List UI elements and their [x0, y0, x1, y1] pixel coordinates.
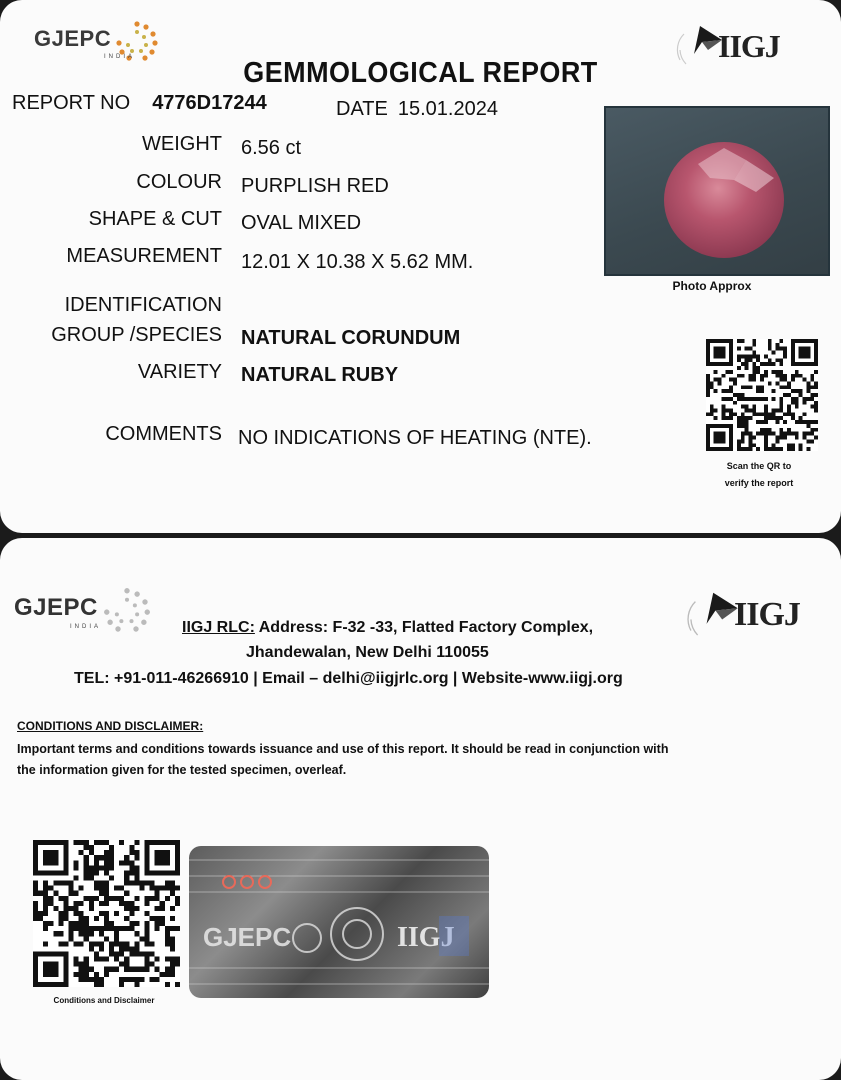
qr-code-icon — [706, 339, 818, 451]
photo-caption: Photo Approx — [672, 279, 752, 293]
weight-value: 6.56 ct — [241, 137, 302, 159]
report-date-label: DATE — [336, 98, 388, 120]
measurement-row — [0, 245, 222, 269]
verify-qr-code[interactable] — [706, 339, 818, 451]
conditions-text-line2: the information given for the tested specimen, overleaf. — [17, 763, 347, 777]
iigj-logo-back — [682, 586, 800, 644]
variety-row — [0, 361, 222, 385]
measurement-value: 12.01 X 10.38 X 5.62 MM. — [241, 251, 474, 273]
ruby-gem-image — [606, 108, 828, 274]
conditions-text-line1: Important terms and conditions towards issuance and use of this report. It should be read in conjunction with — [17, 742, 669, 756]
measurement-label: MEASUREMENT — [66, 245, 222, 267]
colour-row — [0, 171, 222, 195]
comments-label: COMMENTS — [105, 423, 222, 445]
hologram-pattern — [189, 846, 489, 998]
iigj-emblem-back-icon — [682, 586, 740, 644]
shape-cut-value: OVAL MIXED — [241, 212, 362, 234]
identification-row — [0, 294, 222, 318]
gjepc-logo-back-text: GJEPC — [14, 594, 98, 621]
gem-photo — [604, 106, 830, 276]
report-number-label: REPORT NO — [12, 92, 131, 114]
colour-label: COLOUR — [136, 171, 222, 193]
weight-row — [0, 133, 222, 157]
shape-row — [0, 208, 222, 232]
report-date-row — [336, 98, 498, 121]
gjepc-sunburst-back-icon — [100, 584, 154, 638]
address-line-1 — [182, 619, 593, 637]
report-number-value: 4776D17244 — [152, 92, 267, 114]
shape-cut-label: SHAPE & CUT — [88, 208, 222, 230]
variety-label: VARIETY — [137, 361, 222, 383]
iigj-logo-text: IIGJ — [718, 27, 780, 64]
iigj-logo-back-text: IIGJ — [734, 596, 800, 633]
colour-value: PURPLISH RED — [241, 175, 389, 197]
qr-caption — [700, 458, 818, 492]
report-date-value: 15.01.2024 — [397, 98, 498, 120]
gjepc-logo-back-subtext: INDIA — [70, 624, 102, 630]
report-back-card — [0, 538, 841, 1080]
identification-label: IDENTIFICATION — [64, 294, 222, 316]
report-front-card — [0, 0, 841, 533]
hologram-iigj-text: IIGJ — [397, 922, 455, 953]
group-species-value: NATURAL CORUNDUM — [241, 327, 461, 349]
group-species-row — [0, 324, 222, 348]
group-species-label: GROUP /SPECIES — [51, 324, 222, 346]
report-number-row — [12, 92, 267, 115]
gjepc-logo-subtext: INDIA — [104, 54, 136, 60]
conditions-text — [17, 739, 817, 781]
contact-line: TEL: +91-011-46266910 | Email – delhi@iigjrlc.org | Website-www.iigj.org — [74, 670, 623, 687]
conditions-title: CONDITIONS AND DISCLAIMER: — [17, 719, 204, 733]
address-line1-text: Address: F-32 -33, Flatted Factory Complex, — [258, 619, 594, 636]
qr-caption-line2: verify the report — [724, 478, 794, 488]
qr-caption-line1: Scan the QR to — [726, 461, 792, 471]
hologram-gjepc-text: GJEPC — [203, 922, 292, 952]
variety-value: NATURAL RUBY — [241, 364, 399, 386]
address-line-2: Jhandewalan, New Delhi 110055 — [246, 644, 489, 661]
conditions-qr-caption: Conditions and Disclaimer — [53, 996, 155, 1005]
comments-value: NO INDICATIONS OF HEATING (NTE). — [238, 427, 592, 449]
gjepc-logo-text: GJEPC — [34, 26, 112, 51]
security-hologram — [189, 846, 489, 998]
qr-code-back-icon — [33, 840, 180, 987]
address-label: IIGJ RLC: — [182, 619, 255, 636]
comments-row — [0, 423, 222, 447]
conditions-qr-code[interactable] — [33, 840, 180, 987]
weight-label: WEIGHT — [142, 133, 222, 155]
report-title: GEMMOLOGICAL REPORT — [243, 57, 598, 89]
gjepc-logo-back — [14, 594, 154, 638]
